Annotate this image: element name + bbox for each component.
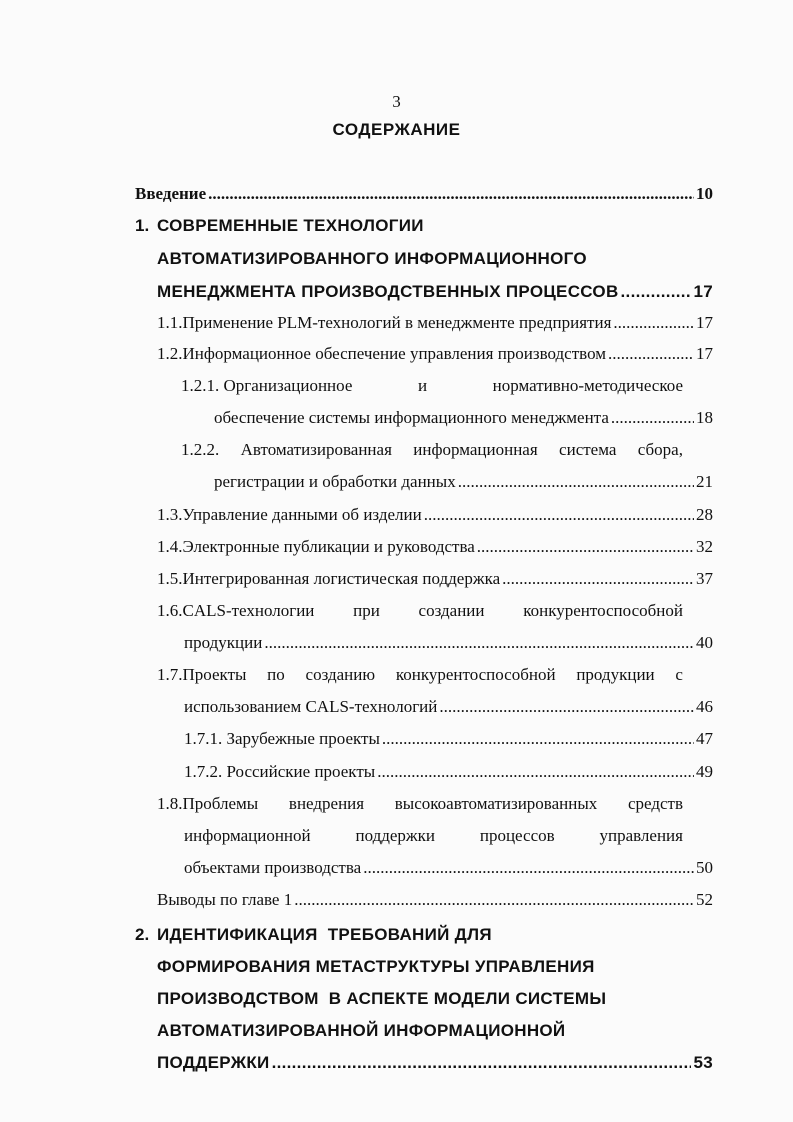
toc-entry-text: 1.4.Электронные публикации и руководства [157,537,475,556]
toc-entry-1-7-cont[interactable] [184,697,713,717]
toc-page-number: 46 [696,697,713,716]
chapter-title-text: АВТОМАТИЗИРОВАННОГО ИНФОРМАЦИОННОГО [157,249,587,268]
toc-entry-1-7-1[interactable] [184,729,713,749]
toc-entry-text: 1.2.2. [181,440,220,459]
chapter1-title-line3[interactable] [157,282,713,302]
chapter-number: 2. [135,925,150,944]
toc-page-number: 32 [696,537,713,556]
toc-entry-text: 1.1.Применение PLM-технологий в менеджменте предприятия [157,313,612,332]
toc-entry-1-8[interactable] [157,794,683,814]
toc-entry-text: 1.2.1. Организационное [181,376,353,395]
toc-entry-text: 1.7.1. Зарубежные проекты [184,729,380,748]
toc-entry-1-2-1-cont[interactable] [214,408,713,428]
toc-entry-1-7-2[interactable] [184,762,713,782]
toc-entry-text: 1.7.2. Российские проекты [184,762,376,781]
toc-entry-text: обеспечение системы информационного менеджмента [214,408,609,427]
chapter-title-text: ПРОИЗВОДСТВОМ В АСПЕКТЕ МОДЕЛИ СИСТЕМЫ [157,989,607,1008]
page-title: СОДЕРЖАНИЕ [332,120,461,139]
toc-entry-text: процессов [479,826,555,845]
toc-entry-text: информационной [184,826,311,845]
toc-entry-text: система [559,440,617,459]
toc-leader [363,858,694,878]
toc-leader [608,344,694,364]
chapter1-title-line2[interactable] [157,249,587,269]
toc-leader [439,697,694,717]
toc-page-number: 49 [696,762,713,781]
toc-page-number: 40 [696,633,713,652]
toc-entry-text: объектами производства [184,858,362,877]
toc-entry-intro[interactable] [135,184,713,204]
chapter-number: 1. [135,216,150,235]
toc-entry-1-6-cont[interactable] [184,633,713,653]
toc-entry-text: Автоматизированная [240,440,392,459]
toc-entry-1-1[interactable] [157,313,713,333]
chapter2-title-line3[interactable] [157,989,606,1009]
chapter-title-text: АВТОМАТИЗИРОВАННОЙ ИНФОРМАЦИОННОЙ [157,1021,566,1040]
toc-entry-text: создании [418,601,485,620]
chapter-title-text: МЕНЕДЖМЕНТА ПРОИЗВОДСТВЕННЫХ ПРОЦЕССОВ [157,282,619,301]
toc-leader [502,569,694,589]
toc-entry-text: поддержки [355,826,436,845]
chapter-title-text: ИДЕНТИФИКАЦИЯ ТРЕБОВАНИЙ ДЛЯ [157,925,492,944]
toc-entry-text: 1.2.Информационное обеспечение управления производством [157,344,606,363]
toc-page-number: 50 [696,858,713,877]
toc-entry-text: управления [599,826,683,845]
toc-leader [208,184,694,204]
toc-page-number: 37 [696,569,713,588]
toc-entry-1-2-2-cont[interactable] [214,472,713,492]
toc-entry-text: нормативно-методическое [492,376,683,395]
toc-leader [613,313,694,333]
toc-entry-1-3[interactable] [157,505,713,525]
toc-entry-text: продукции [576,665,655,684]
toc-page-number: 47 [696,729,713,748]
toc-page-number: 10 [696,184,713,203]
toc-entry-text: и [417,376,428,395]
toc-entry-text: внедрения [288,794,365,813]
toc-entry-text: с [675,665,683,684]
toc-entry-1-2[interactable] [157,344,713,364]
toc-entry-1-2-2[interactable] [181,440,683,460]
chapter-title-text: ПОДДЕРЖКИ [157,1053,270,1072]
toc-entry-text: информационная [413,440,538,459]
toc-entry-text: средств [627,794,683,813]
toc-leader [611,408,694,428]
toc-entry-text: при [353,601,380,620]
toc-leader [477,537,694,557]
toc-entry-text: продукции [184,633,263,652]
toc-page-number: 17 [696,344,713,363]
page-number: 3 [392,92,401,111]
chapter1-title-line1[interactable] [157,216,424,236]
toc-entry-text: 1.7.Проекты [157,665,247,684]
toc-leader [621,282,692,302]
toc-entry-text: использованием CALS-технологий [184,697,438,716]
toc-leader [294,890,694,910]
chapter-title-text: СОВРЕМЕННЫЕ ТЕХНОЛОГИИ [157,216,424,235]
toc-entry-text: высокоавтоматизированных [394,794,598,813]
toc-entry-text: созданию [305,665,376,684]
toc-entry-conclusions-1[interactable] [157,890,713,910]
toc-entry-text: 1.8.Проблемы [157,794,259,813]
toc-leader [382,729,694,749]
toc-leader [424,505,694,525]
toc-entry-text: по [267,665,285,684]
toc-leader [377,762,694,782]
chapter2-title-line1[interactable] [157,925,492,945]
toc-entry-text: 1.6.CALS-технологии [157,601,315,620]
toc-entry-1-2-1[interactable] [181,376,683,396]
toc-entry-text: Введение [135,184,207,203]
toc-entry-1-6[interactable] [157,601,683,621]
chapter2-title-line2[interactable] [157,957,595,977]
toc-entry-text: регистрации и обработки данных [214,472,456,491]
toc-entry-text: сбора, [637,440,683,459]
toc-page-number: 53 [693,1053,713,1072]
toc-entry-1-8-cont2[interactable] [184,858,713,878]
toc-entry-1-8-cont[interactable] [184,826,683,846]
toc-entry-1-7[interactable] [157,665,683,685]
toc-entry-text: конкурентоспособной [523,601,683,620]
toc-page-number: 28 [696,505,713,524]
toc-leader [458,472,694,492]
chapter2-title-line5[interactable] [157,1053,713,1073]
toc-page-number: 17 [696,313,713,332]
toc-page-number: 17 [693,282,713,301]
chapter2-title-line4[interactable] [157,1021,565,1041]
toc-page-number: 21 [696,472,713,491]
toc-entry-1-5[interactable] [157,569,713,589]
chapter-title-text: ФОРМИРОВАНИЯ МЕТАСТРУКТУРЫ УПРАВЛЕНИЯ [157,957,595,976]
toc-entry-text: 1.3.Управление данными об изделии [157,505,422,524]
toc-page-number: 52 [696,890,713,909]
toc-leader [272,1053,692,1073]
toc-entry-text: конкурентоспособной [395,665,556,684]
toc-entry-1-4[interactable] [157,537,713,557]
toc-entry-text: Выводы по главе 1 [157,890,293,909]
toc-leader [264,633,694,653]
toc-page-number: 18 [696,408,713,427]
toc-entry-text: 1.5.Интегрированная логистическая поддержка [157,569,501,588]
